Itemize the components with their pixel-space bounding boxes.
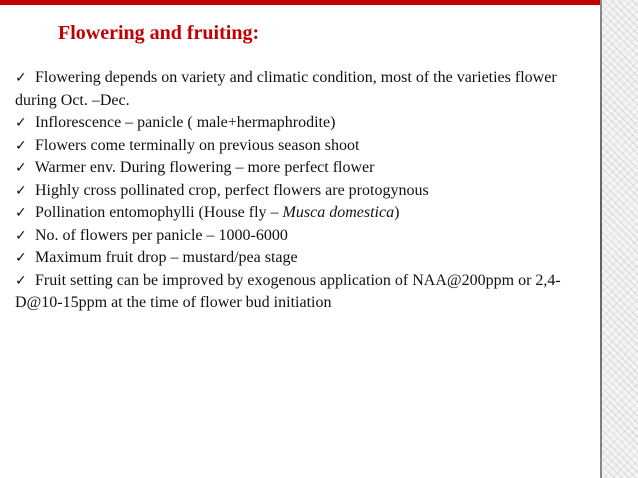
bullet-text: No. of flowers per panicle – 1000-6000 [35, 226, 288, 244]
bullet-text: Fruit setting can be improved by exogenous application of NAA@200ppm or 2,4- [35, 271, 561, 289]
bullet-cross-pollination [15, 180, 635, 203]
bullet-fruit-setting [15, 270, 635, 293]
checkmark-icon: ✓ [15, 182, 27, 199]
bullet-inflorescence [15, 112, 635, 135]
bullet-warmer-env [15, 157, 635, 180]
bullet-text: Inflorescence – panicle ( male+hermaphrodite) [35, 114, 336, 131]
species-name: Musca domestica [282, 204, 395, 221]
slide-title: Flowering and fruiting: [58, 22, 260, 44]
bullet-text: Pollination entomophylli (House fly – [35, 204, 283, 221]
continuation-text: D@10-15ppm at the time of flower bud initiation [15, 294, 332, 311]
bullet-pollination-agent [15, 202, 635, 225]
checkmark-icon: ✓ [15, 160, 27, 176]
bullet-flowers-per-panicle [15, 225, 635, 248]
bullet-fruit-drop [15, 247, 635, 270]
bullet-text: Maximum fruit drop – mustard/pea stage [35, 249, 298, 266]
bullet-text: Warmer env. During flowering – more perfect flower [34, 159, 375, 176]
bullet-flowering-period [15, 67, 635, 90]
bullet-continuation [15, 292, 635, 315]
bullet-text: Flowers come terminally on previous season shoot [35, 136, 360, 154]
checkmark-icon: ✓ [15, 70, 27, 86]
bullet-text-end: ) [394, 204, 400, 221]
checkmark-icon: ✓ [15, 115, 27, 131]
bullet-text: Flowering depends on variety and climatic condition, most of the varieties flower [35, 69, 557, 86]
top-accent-bar [0, 0, 600, 5]
checkmark-icon: ✓ [15, 137, 27, 154]
bullet-text: Highly cross pollinated crop, perfect flowers are protogynous [35, 181, 429, 199]
checkmark-icon: ✓ [15, 250, 27, 266]
continuation-text: during Oct. –Dec. [15, 91, 130, 109]
bullet-flower-position [15, 135, 635, 158]
bullet-continuation [15, 90, 635, 113]
bullet-list [15, 67, 635, 315]
checkmark-icon: ✓ [15, 227, 27, 244]
checkmark-icon: ✓ [15, 272, 27, 289]
checkmark-icon: ✓ [15, 205, 27, 221]
